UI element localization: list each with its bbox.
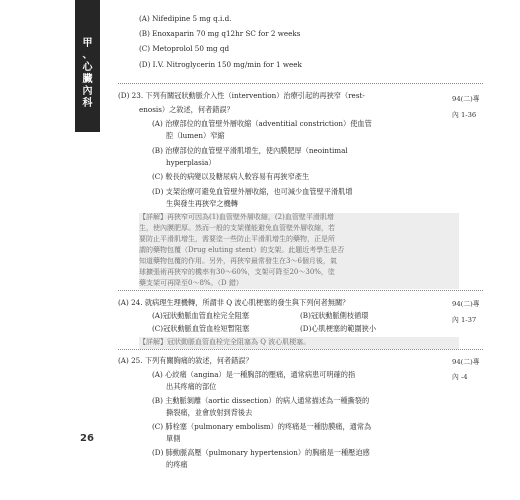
top-option-d: (D) I.V. Nitroglycerin 150 mg/min for 1 week	[139, 60, 302, 69]
chapter-char: 、	[82, 50, 93, 61]
divider	[118, 349, 483, 350]
source-ref: 內 -4	[452, 373, 468, 381]
question-number: 23.	[131, 91, 144, 100]
question-23-header	[118, 91, 365, 101]
answer-key: (A)	[118, 356, 129, 365]
source-ref: 94(二)專	[452, 300, 480, 308]
detail-line: 【詳解】冠狀動脈血管血栓完全阻塞為 Q 波心肌梗塞。	[139, 338, 311, 346]
question-24-header	[118, 298, 349, 308]
divider	[118, 83, 483, 84]
option-b: (B) 主動脈剝離（aortic dissection）的病人通常描述為一種撕裂的	[152, 396, 370, 405]
option-b: (B)冠狀動脈側枝循環	[300, 311, 369, 320]
option-a: (A) 治療部位的血管壁外層收縮（adventitial constriction）使血管	[152, 119, 372, 128]
option-a-cont: 出其疼痛的部位	[166, 382, 217, 391]
option-c: (C)冠狀動脈血管血栓短暫阻塞	[152, 324, 250, 333]
question-25-header	[118, 356, 253, 366]
chapter-char: 甲	[82, 38, 93, 49]
chapter-char: 臟	[82, 74, 93, 85]
option-a: (A) 心絞痛（angina）是一種胸部的壓痛，通常病患可明確的指	[152, 370, 356, 379]
question-number: 25.	[131, 356, 143, 365]
source-ref: 94(二)專	[452, 95, 480, 103]
detail-line: 藥支架可再降至0～8%。（D 錯）	[139, 279, 243, 287]
chapter-char: 科	[82, 98, 93, 109]
top-option-b: (B) Enoxaparin 70 mg q12hr SC for 2 weeks	[139, 29, 301, 38]
option-c: (C) 肺栓塞（pulmonary embolism）的疼痛是一種肋膜痛，通常為	[152, 422, 372, 431]
option-d: (D) 支架治療可避免血管壁外層收縮，也可減少血管壁平滑肌增	[152, 187, 353, 196]
chapter-tab	[75, 0, 100, 132]
top-option-c: (C) Metoprolol 50 mg qd	[139, 44, 230, 53]
chapter-sidebar	[75, 0, 100, 500]
option-b: (B) 治療部位的血管壁平滑肌增生，使內膜肥厚（neointimal	[152, 146, 348, 155]
option-b-cont: 撕裂痛，並會放射到背後去	[166, 408, 253, 417]
detail-line: 【詳解】再狹窄可因為(1)血管壁外層收縮，(2)血管壁平滑肌增	[139, 213, 334, 221]
option-c-cont: 單側	[166, 434, 181, 443]
chapter-char: 心	[82, 62, 93, 73]
source-ref: 94(二)專	[452, 358, 480, 366]
option-d-cont: 生與發生再狹窄之機轉	[166, 199, 238, 208]
question-number: 24.	[131, 298, 143, 307]
page-number: 26	[80, 433, 94, 444]
question-stem: enosis）之敘述，何者錯誤？	[139, 105, 234, 114]
detail-line: 知道藥物包覆的作用。另外，再狹窄最常發生在3～6個月後，氣	[139, 257, 337, 265]
detail-line: 謂的藥物包覆（Drug eluting stent）的支架。此題近考學生是否	[139, 246, 345, 254]
option-d: (D) 肺動脈高壓（pulmonary hypertension）的胸痛是一種壓迫感	[152, 448, 370, 457]
option-a-cont: 腔（lumen）窄縮	[166, 131, 225, 140]
answer-key: (A)	[118, 298, 129, 307]
answer-key: (D)	[118, 91, 130, 100]
source-ref: 內 1-37	[452, 316, 477, 324]
top-option-a: (A) Nifedipine 5 mg q.i.d.	[139, 14, 232, 23]
option-d-cont: 的疼痛	[166, 460, 188, 469]
detail-line: 生，使內膜肥厚。然而一般的支架僅能避免血管壁外層收縮，若	[139, 224, 335, 232]
detail-line: 要防止平滑肌增生，需要塗一些防止平滑肌增生的藥物，正是所	[139, 235, 335, 243]
option-b-cont: hyperplasia）	[166, 158, 216, 167]
divider	[118, 290, 483, 291]
question-stem: 就病理生理機轉，所謂非 Q 波心肌梗塞的發生與下列何者無關？	[144, 298, 350, 307]
option-a: (A)冠狀動脈血管血栓完全阻塞	[152, 311, 250, 320]
chapter-title	[75, 38, 100, 110]
source-ref: 內 1-36	[452, 111, 477, 119]
option-c: (C) 較長的病變以及糖尿病人較容易有再狹窄產生	[152, 172, 310, 181]
option-d: (D)心肌梗塞的範圍狹小	[300, 324, 377, 333]
chapter-char: 內	[82, 86, 93, 97]
question-stem: 下列有關胸痛的敘述，何者錯誤？	[144, 356, 253, 365]
detail-line: 球擴張術再狹窄的機率有30～60%，支架可降至20～30%，塗	[139, 268, 335, 276]
question-stem: 下列有關冠狀動脈介入性（intervention）治療引起的再狹窄（rest-	[145, 91, 365, 100]
